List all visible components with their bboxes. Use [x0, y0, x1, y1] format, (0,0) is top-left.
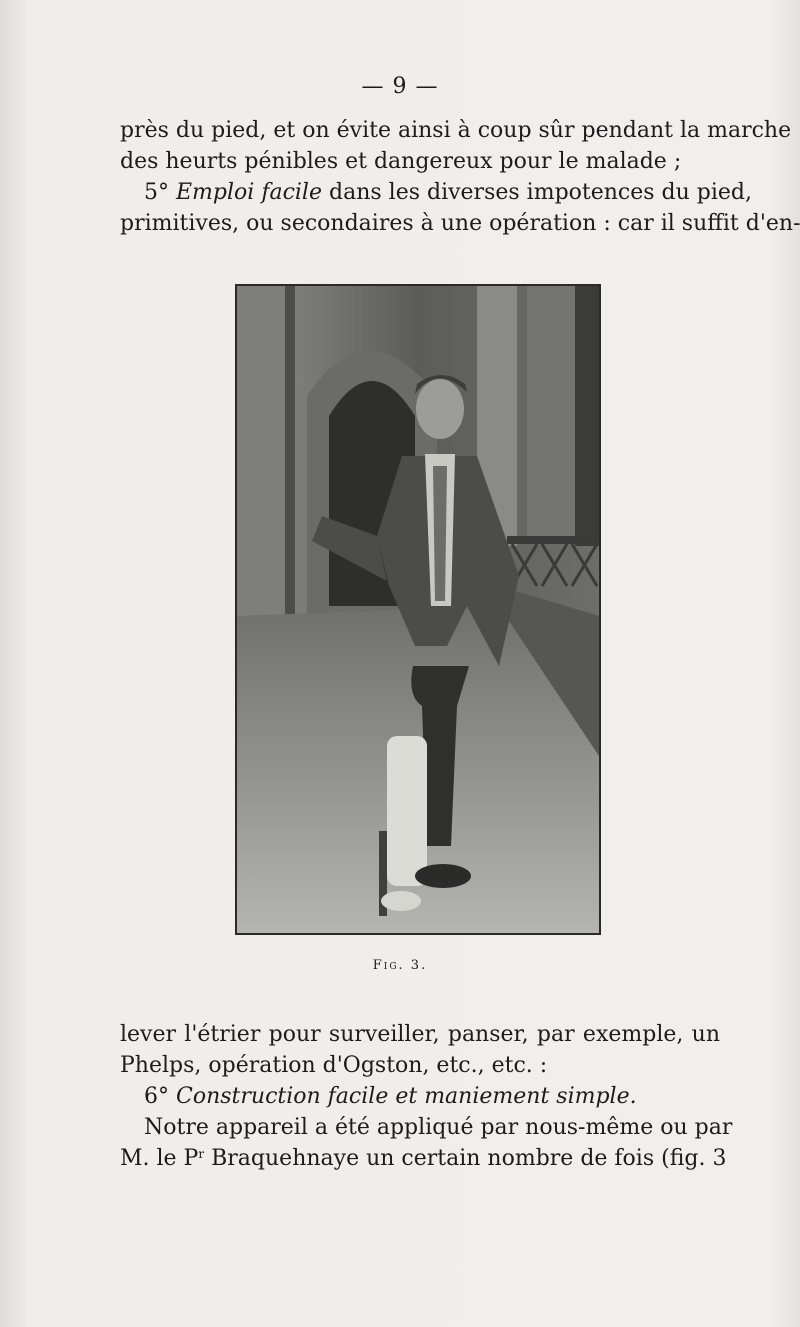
- item-5: [120, 177, 753, 208]
- paragraph-top: [120, 115, 800, 239]
- text-fragment: M. le P: [120, 1146, 199, 1171]
- photograph-figure: [235, 284, 601, 935]
- text-line: des heurts pénibles et dangereux pour le malade ;: [120, 149, 682, 174]
- item-6: [120, 1081, 720, 1112]
- item-5-text: dans les diverses impotences du pied,: [329, 180, 753, 205]
- text-line: [120, 1143, 727, 1174]
- text-line: Phelps, opération d'Ogston, etc., etc. :: [120, 1053, 548, 1078]
- item-6-number: 6°: [144, 1084, 169, 1109]
- superscript: r: [198, 1147, 205, 1161]
- paragraph-bottom: [120, 1019, 733, 1174]
- text-fragment: Braquehnaye un certain nombre de fois (fig. 3: [204, 1146, 727, 1171]
- photo-illustration: [237, 286, 599, 933]
- figure-caption: Fig. 3.: [372, 958, 428, 973]
- text-line: Notre appareil a été appliqué par nous-même ou par: [144, 1115, 733, 1140]
- item-5-title: Emploi facile: [176, 180, 322, 205]
- text-line: près du pied, et on évite ainsi à coup sûr pendant la marche: [120, 118, 792, 143]
- item-6-title: Construction facile et maniement simple.: [176, 1084, 637, 1109]
- page-number: — 9 —: [361, 74, 439, 99]
- text-line: lever l'étrier pour surveiller, panser, par exemple, un: [120, 1022, 720, 1047]
- item-5-number: 5°: [144, 180, 169, 205]
- text-line: primitives, ou secondaires à une opération : car il suffit d'en-: [120, 211, 800, 236]
